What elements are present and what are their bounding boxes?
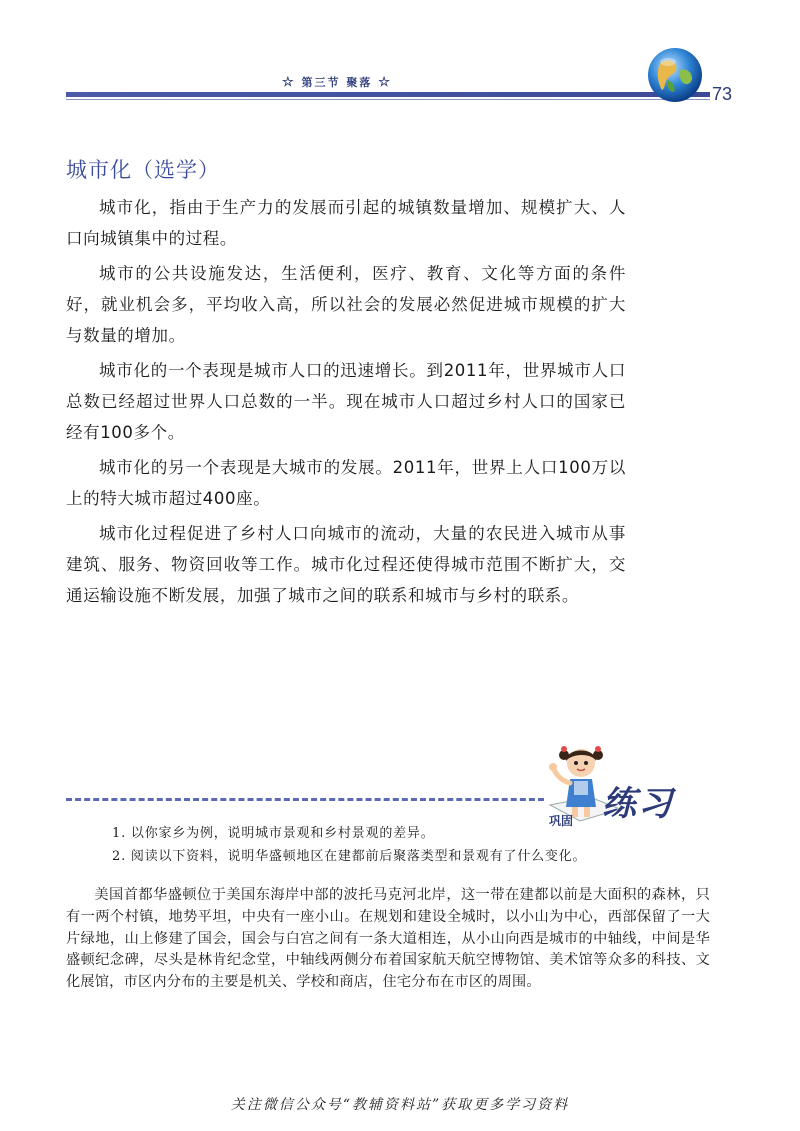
star-icon: ☆: [378, 75, 392, 90]
footer-note: 关注微信公众号“教辅资料站”获取更多学习资料: [230, 1097, 570, 1113]
reading-material: 美国首都华盛顿位于美国东海岸中部的波托马克河北岸，这一带在建都以前是大面积的森林，只有一两个村镇，地势平坦，中央有一座小山。在规划和建设全城时，以小山为中心，西部保留了一大片绿地，山上修建了国会，国会与白宫之间有一条大道相连，从小山向西是城市的中轴线，中间是华盛顿纪念碑，尽头是林肯纪念堂，中轴线两侧分布着国家航天航空博物馆、美术馆等众多的科技、文化展馆，市区内分布的主要是机关、学校和商店，住宅分布在市区的周围。: [66, 887, 710, 991]
paragraph: 城市化过程促进了乡村人口向城市的流动，大量的农民进入城市从事建筑、服务、物资回收等工作。城市化过程还使得城市范围不断扩大，交通运输设施不断发展，加强了城市之间的联系和城市与乡村的联系。: [66, 524, 626, 605]
page-number: 73: [712, 84, 733, 104]
exercise-label: 练习: [602, 784, 674, 824]
section-body: [66, 192, 626, 615]
paragraph: 城市的公共设施发达，生活便利，医疗、教育、文化等方面的条件好，就业机会多，平均收入高，所以社会的发展必然促进城市规模的扩大与数量的增加。: [66, 264, 626, 345]
exercise-divider: [66, 798, 544, 801]
exercise-list: [112, 822, 586, 868]
paragraph: 城市化的一个表现是城市人口的迅速增长。到2011年，世界城市人口总数已经超过世界人口总数的一半。现在城市人口超过乡村人口的国家已经有100多个。: [66, 361, 626, 442]
header-rule: [66, 92, 710, 97]
paragraph: 城市化，指由于生产力的发展而引起的城镇数量增加、规模扩大、人口向城镇集中的过程。: [66, 198, 626, 248]
header-rule-thin: [66, 99, 710, 100]
list-item: 2. 阅读以下资料，说明华盛顿地区在建都前后聚落类型和景观有了什么变化。: [112, 849, 587, 864]
section-title: 城市化（选学）: [66, 158, 220, 182]
running-header: [282, 74, 392, 90]
running-header-label: 第三节 聚落: [301, 76, 373, 89]
exercise-label-small: 巩固: [549, 814, 574, 828]
globe-icon: [646, 46, 704, 104]
list-item: 1. 以你家乡为例，说明城市景观和乡村景观的差异。: [112, 826, 435, 841]
star-icon: ☆: [282, 75, 296, 90]
paragraph: 城市化的另一个表现是大城市的发展。2011年，世界上人口100万以上的特大城市超过400座。: [66, 458, 626, 508]
